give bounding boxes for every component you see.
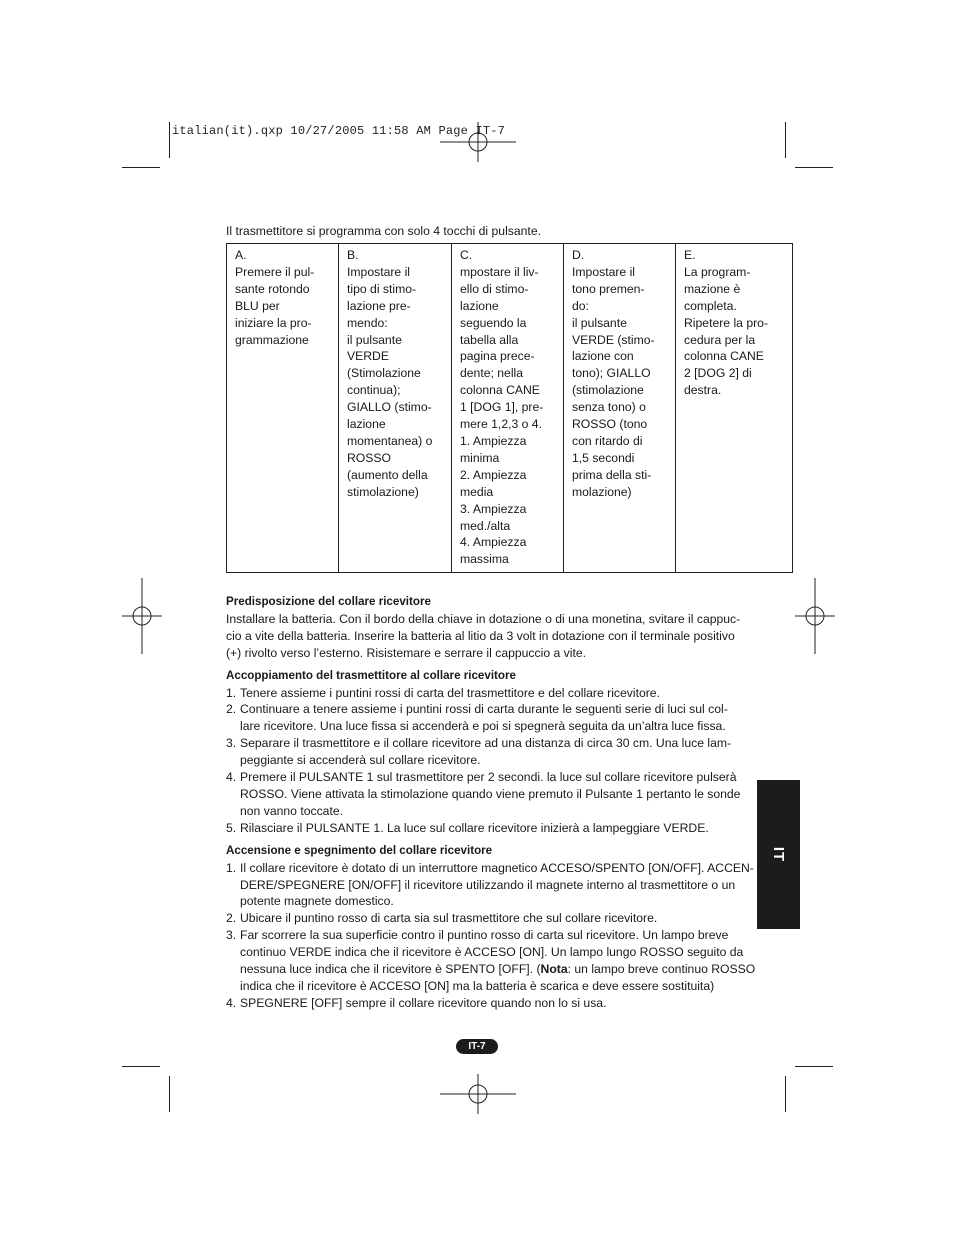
list-number: 4.	[226, 995, 237, 1010]
cell-line: lazione	[347, 417, 386, 432]
cell-line: Premere il pul-	[235, 264, 315, 279]
cell-line: GIALLO (stimo-	[347, 400, 432, 415]
cell-line: colonna CANE	[460, 383, 540, 398]
cell-line: tono premen-	[572, 281, 645, 296]
cell-line: con ritardo di	[572, 433, 643, 448]
cell-line: A.	[235, 248, 247, 262]
battery-paragraph	[226, 611, 741, 662]
list-item	[226, 860, 754, 911]
registration-mark-right	[795, 578, 835, 654]
list-item	[226, 927, 756, 995]
cell-line: 1. Ampiezza	[460, 433, 527, 448]
list-line: Continuare a tenere assieme i puntini rossi di carta durante le seguenti serie di luci sul col-	[240, 702, 728, 717]
print-slug: italian(it).qxp 10/27/2005 11:58 AM Page IT-7	[172, 124, 506, 138]
cell-line: dente; nella	[460, 366, 524, 381]
list-number: 3.	[226, 928, 237, 943]
cell-line: Ripetere la pro-	[684, 315, 768, 330]
list-item	[226, 685, 731, 702]
cell-line: mere 1,2,3 o 4.	[460, 417, 542, 432]
crop-mark	[795, 1066, 833, 1067]
list-item	[226, 735, 731, 769]
crop-mark	[795, 167, 833, 168]
cell-line: C.	[460, 248, 473, 262]
list-line: peggiante si accenderà sul collare ricevitore.	[240, 753, 481, 768]
cell-line: destra.	[684, 383, 722, 398]
cell-line: VERDE (stimo-	[572, 332, 655, 347]
programming-steps-table	[226, 243, 793, 573]
paragraph-line: (+) rivolto verso l’esterno. Risistemare e serrare il cappuccio a vite.	[226, 645, 587, 660]
list-line: Separare il trasmettitore e il collare ricevitore ad una distanza di circa 30 cm. Una luce lam-	[240, 736, 732, 751]
cell-line: (aumento della	[347, 467, 428, 482]
cell-line: massima	[460, 552, 509, 567]
cell-line: lazione	[460, 298, 499, 313]
cell-line: stimolazione)	[347, 484, 419, 499]
cell-line: E.	[684, 248, 696, 262]
crop-mark	[122, 167, 160, 168]
cell-line: pagina prece-	[460, 349, 535, 364]
list-line: lare ricevitore. Una luce fissa si accenderà e poi si spegnerà seguita da un’altra luce fissa.	[240, 719, 726, 734]
cell-line: BLU per	[235, 298, 280, 313]
list-item	[226, 820, 731, 837]
section-title-pairing: Accoppiamento del trasmettitore al collare ricevitore	[226, 668, 516, 682]
list-line: indica che il ricevitore è ACCESO [ON] ma la batteria è scarica e deve essere sostituita)	[240, 978, 715, 993]
list-line	[240, 961, 756, 978]
paragraph-line: cio a vite della batteria. Inserire la batteria al litio da 3 volt in dotazione con il terminale positivo	[226, 628, 735, 643]
paragraph-line: Installare la batteria. Con il bordo della chiave in dotazione o di una monetina, svitare il cappuc-	[226, 611, 741, 626]
registration-mark-left	[122, 578, 162, 654]
page-number-badge: IT-7	[456, 1039, 498, 1054]
list-item	[226, 995, 731, 1012]
list-line: potente magnete domestico.	[240, 894, 394, 909]
registration-mark-bottom	[440, 1074, 516, 1114]
registration-mark-top	[440, 122, 516, 162]
cell-line: (Stimolazione	[347, 366, 421, 381]
step-cell-b	[339, 244, 452, 573]
step-cell-a	[227, 244, 339, 573]
cell-line: lazione con	[572, 349, 634, 364]
cell-line: colonna CANE	[684, 349, 764, 364]
cell-line: mazione è	[684, 281, 741, 296]
list-number: 5.	[226, 820, 237, 835]
cell-line: tono); GIALLO	[572, 366, 651, 381]
step-cell-c	[452, 244, 564, 573]
cell-line: iniziare la pro-	[235, 315, 312, 330]
list-number: 3.	[226, 736, 237, 751]
cell-line: lazione pre-	[347, 298, 411, 313]
list-line: continuo VERDE indica che il ricevitore è ACCESO [ON]. Un lampo lungo ROSSO seguito da	[240, 945, 744, 960]
cell-line: media	[460, 484, 494, 499]
list-line: Rilasciare il PULSANTE 1. La luce sul collare ricevitore inizierà a lampeggiare VERDE.	[240, 820, 709, 835]
cell-line: minima	[460, 450, 500, 465]
cell-line: tabella alla	[460, 332, 519, 347]
intro-text: Il trasmettitore si programma con solo 4 tocchi di pulsante.	[226, 224, 541, 238]
step-cell-d	[564, 244, 676, 573]
cell-line: (stimolazione	[572, 383, 644, 398]
cell-line: cedura per la	[684, 332, 756, 347]
cell-line: ello di stimo-	[460, 281, 529, 296]
cell-line: molazione)	[572, 484, 632, 499]
crop-mark	[122, 1066, 160, 1067]
section-title-battery: Predisposizione del collare ricevitore	[226, 595, 431, 608]
cell-line: 1,5 secondi	[572, 450, 635, 465]
cell-line: prima della sti-	[572, 467, 652, 482]
cell-line: ROSSO	[347, 450, 392, 465]
list-number: 1.	[226, 685, 237, 700]
list-number: 4.	[226, 770, 237, 785]
step-cell-e	[676, 244, 793, 573]
list-line: non vanno toccate.	[240, 803, 343, 818]
crop-mark	[785, 122, 786, 158]
cell-line: VERDE	[347, 349, 389, 364]
list-item	[226, 701, 731, 735]
cell-line: completa.	[684, 298, 737, 313]
list-line: ROSSO. Viene attivata la stimolazione quando viene premuto il Pulsante 1 pertanto le sonde	[240, 786, 741, 801]
cell-line: sante rotondo	[235, 281, 310, 296]
cell-line: Impostare il	[347, 264, 410, 279]
crop-mark	[785, 1076, 786, 1112]
cell-line: mendo:	[347, 315, 388, 330]
language-tab	[757, 780, 800, 929]
list-line: Premere il PULSANTE 1 sul trasmettitore per 2 secondi. la luce sul collare ricevitore pulserà	[240, 770, 737, 785]
list-number: 2.	[226, 911, 237, 926]
note-label: Nota	[540, 962, 568, 977]
cell-line: grammazione	[235, 332, 309, 347]
cell-line: 3. Ampiezza	[460, 501, 527, 516]
table-row	[227, 244, 793, 573]
cell-line: il pulsante	[572, 315, 627, 330]
list-line: Ubicare il puntino rosso di carta sia sul trasmettitore che sul collare ricevitore.	[240, 911, 658, 926]
list-number: 2.	[226, 702, 237, 717]
crop-mark	[169, 1076, 170, 1112]
cell-line: continua);	[347, 383, 401, 398]
cell-line: mpostare il liv-	[460, 264, 539, 279]
cell-line: 4. Ampiezza	[460, 535, 527, 550]
cell-line: momentanea) o	[347, 433, 433, 448]
crop-mark	[169, 122, 170, 158]
cell-line: il pulsante	[347, 332, 402, 347]
section-title-power: Accensione e spegnimento del collare ricevitore	[226, 843, 493, 857]
list-line: SPEGNERE [OFF] sempre il collare ricevitore quando non lo si usa.	[240, 995, 607, 1010]
cell-line: med./alta	[460, 518, 511, 533]
list-line: DERE/SPEGNERE [ON/OFF] il ricevitore utilizzando il magnete interno al trasmettitore o un	[240, 877, 736, 892]
text-run: : un lampo breve continuo ROSSO	[567, 962, 756, 977]
cell-line: La program-	[684, 264, 751, 279]
cell-line: B.	[347, 248, 359, 262]
list-item	[226, 769, 741, 820]
cell-line: 1 [DOG 1], pre-	[460, 400, 544, 415]
cell-line: D.	[572, 248, 585, 262]
list-number: 1.	[226, 860, 237, 875]
cell-line: tipo di stimo-	[347, 281, 417, 296]
pairing-list	[226, 685, 741, 837]
list-line: Far scorrere la sua superficie contro il puntino rosso di carta sul ricevitore. Un lampo breve	[240, 928, 729, 943]
text-run: nessuna luce indica che il ricevitore è SPENTO [OFF]. (	[240, 962, 541, 977]
cell-line: 2. Ampiezza	[460, 467, 527, 482]
cell-line: do:	[572, 298, 589, 313]
cell-line: seguendo la	[460, 315, 527, 330]
cell-line: 2 [DOG 2] di	[684, 366, 752, 381]
cell-line: ROSSO (tono	[572, 417, 648, 432]
cell-line: senza tono) o	[572, 400, 646, 415]
list-line: Il collare ricevitore è dotato di un interruttore magnetico ACCESO/SPENTO [ON/OFF]. ACCEN-	[240, 860, 754, 875]
cell-line: Impostare il	[572, 264, 635, 279]
main-content	[226, 594, 756, 1012]
language-tab-label: IT	[770, 846, 787, 863]
power-list	[226, 860, 756, 1012]
list-line: Tenere assieme i puntini rossi di carta del trasmettitore e del collare ricevitore.	[240, 685, 660, 700]
list-item	[226, 910, 731, 927]
